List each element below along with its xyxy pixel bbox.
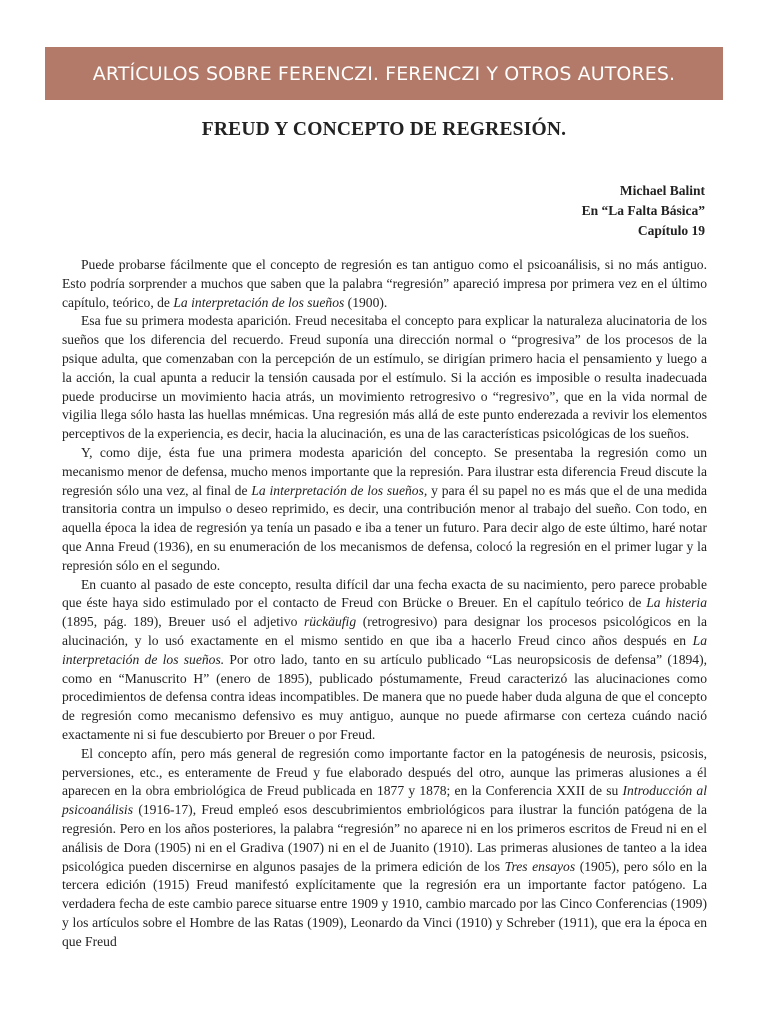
text-run: (retrogresivo) para designar los procesos psicológicos en la alucinación, y lo usó exactamente en el mismo sentido en que iba a hacerlo Freud cinco años después en (62, 614, 707, 648)
author-name: Michael Balint (619, 183, 705, 198)
header-banner (45, 47, 723, 100)
text-run: El concepto afín, pero más general de regresión como importante factor en la patogénesis de neurosis, psicosis, perversiones, etc., es enteramente de Freud y fue elaborado después del otro, aunque las primeras alusiones a él aparecen en la obra embriológica de Freud publicada en 1877 y 1878; en la Conferencia XXII de su (62, 745, 707, 799)
italic-title-run: Introducción al psicoanálisis (62, 783, 708, 818)
banner-title: ARTÍCULOS SOBRE FERENCZI. FERENCZI Y OTROS AUTORES. (92, 62, 676, 85)
text-run: y para él su papel no es más que el de una medida transitoria contra un impulso o deseo reprimido, es decir, una contribución menor al trabajo del sueño. Con todo, en aquella época la idea de regresión ya tenía un pasado e iba a tener un futuro. Para decir algo de este último, haré notar que Anna Freud (1936), en su enumeración de los mecanismos de defensa, colocó la regresión en el primer lugar y la represión sólo en el segundo. (62, 482, 707, 573)
byline (582, 181, 705, 241)
italic-title-run: La interpretación de los sueños, (251, 482, 428, 498)
italic-title-run: La interpretación de los sueños. (62, 632, 707, 667)
text-run: Esa fue su primera modesta aparición. Freud necesitaba el concepto para explicar la naturaleza alucinatoria de los sueños que los diferencia del recuerdo. Freud suponía una dirección normal o “progresiva” de los procesos de la psique adulta, que comenzaban con la percepción de un estímulo, se dirigían primero hacia el pensamiento y luego a la acción, la cual apunta a reducir la tensión causada por el estímulo. Si la acción es imposible o resulta inadecuada puede producirse un movimiento hacia atrás, un movimiento retrogresivo o “regresivo”, que en la vida normal de vigilia llega sólo hasta las huellas mnémicas. Una regresión más allá de este punto enderezada a revivir los elementos perceptivos de la experiencia, es decir, hacia la alucinación, es una de las características psicológicas de los sueños. (62, 313, 707, 442)
body-paragraph (62, 444, 707, 576)
source-book: En “La Falta Básica” (581, 203, 705, 218)
text-run: (1905), pero sólo en la tercera edición (1915) Freud manifestó explícitamente que la regresión era un importante factor patógeno. La verdadera fecha de este cambio parece situarse entre 1909 y 1910, cambio marcado por las Cinco Conferencias (1909) y los artículos sobre el Hombre de las Ratas (1909), Leonardo da Vinci (1910) y Schreber (1911), que era la época en que Freud (62, 858, 707, 949)
body-paragraph (62, 256, 707, 312)
body-paragraph (62, 576, 707, 745)
text-run: En cuanto al pasado de este concepto, resulta difícil dar una fecha exacta de su nacimiento, pero parece probable que éste haya sido estimulado por el contacto de Freud con Brücke o Breuer. En el capítulo teórico de (62, 576, 707, 611)
text-run: (1916-17), Freud empleó esos descubrimientos embriológicos para ilustrar la función patógena de la regresión. Pero en los años posteriores, la palabra “regresión” no aparece ni en los primeros escritos de Freud ni en el análisis de Dora (1905) ni en el Gradiva (1907) ni en el de Juanito (1910). Las primeras alusiones de tanteo a la idea psicológica pueden discernirse en algunos pasajes de la primera edición de los (62, 802, 707, 874)
italic-title-run: rückäufig (304, 614, 357, 630)
body-paragraph (62, 312, 707, 444)
text-run: Y, como dije, ésta fue una primera modesta aparición del concepto. Se presentaba la regresión como un mecanismo menor de defensa, mucho menos importante que la represión. Para ilustrar esta diferencia Freud discute la regresión sólo una vez, al final de (62, 444, 707, 498)
body-paragraph (62, 745, 707, 952)
italic-title-run: La histeria (646, 595, 707, 611)
text-run: (1895, pág. 189), Breuer usó el adjetivo (62, 614, 305, 630)
chapter-label: Capítulo 19 (637, 223, 705, 238)
text-run: (1900). (344, 294, 388, 310)
text-run: Por otro lado, tanto en su artículo publicado “Las neuropsicosis de defensa” (1894), como en “Manuscrito H” (enero de 1895), publicado póstumamente, Freud caracterizó las alucinaciones como procedimientos de defensa contra ideas incompatibles. De manera que no puede haber duda alguna de que el concepto de regresión como mecanismo defensivo es muy antiguo, aunque no puede afirmarse con certeza cuándo nació exactamente ni si fue descubierto por Breuer o por Freud. (62, 651, 708, 742)
article-title: FREUD Y CONCEPTO DE REGRESIÓN. (201, 119, 567, 140)
italic-title-run: La interpretación de los sueños (173, 294, 345, 310)
article-body (62, 256, 707, 951)
italic-title-run: Tres ensayos (504, 858, 576, 874)
text-run: Puede probarse fácilmente que el concepto de regresión es tan antiguo como el psicoanálisis, si no más antiguo. Esto podría sorprender a muchos que saben que la palabra “regresión” apareció impresa por primera vez en el último capítulo, teórico, de (62, 257, 707, 310)
